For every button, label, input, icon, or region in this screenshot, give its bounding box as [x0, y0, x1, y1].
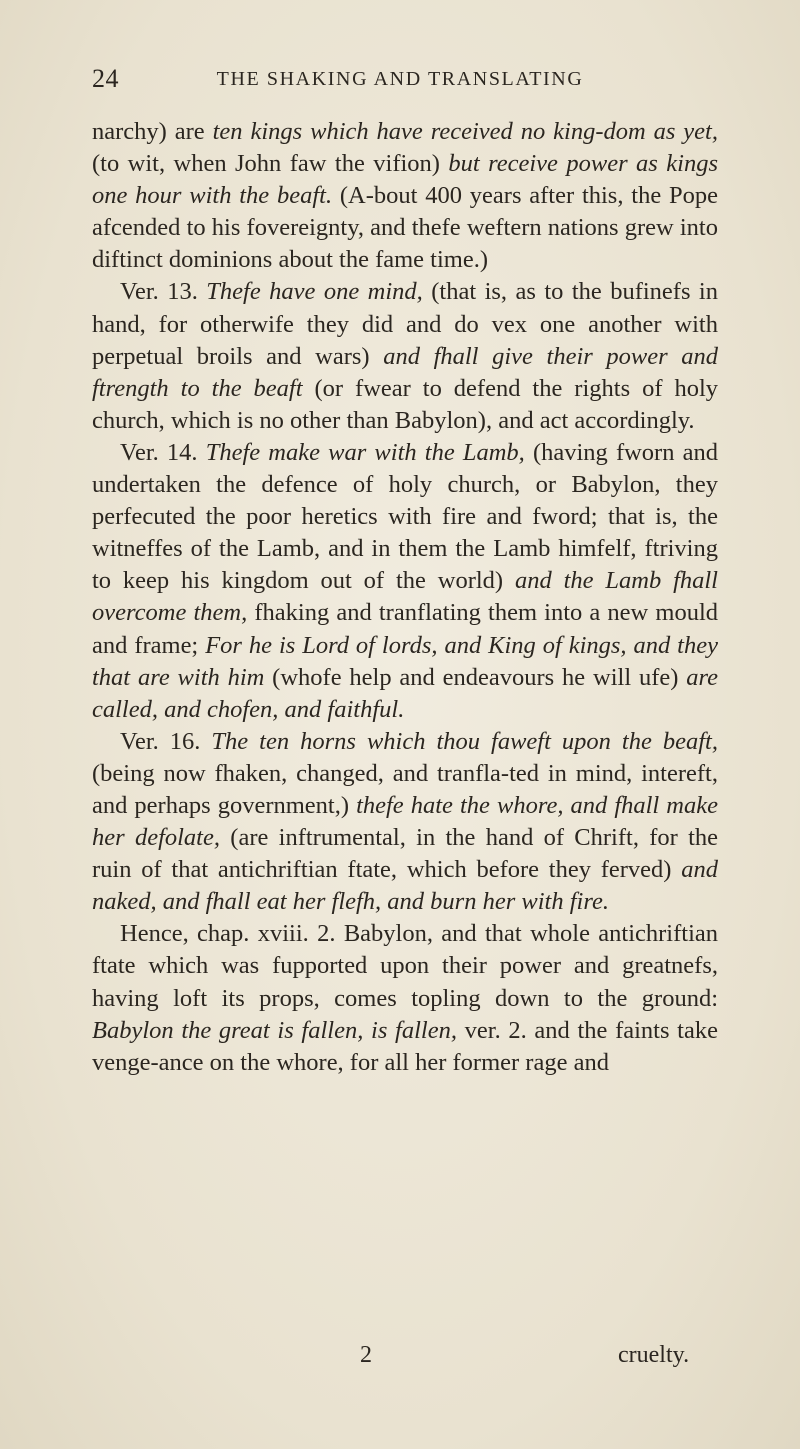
roman-text: Ver. 14. [120, 438, 206, 466]
italic-text: and naked, and fhall eat her flefh, and burn her with fire. [92, 856, 718, 916]
page-number: 24 [92, 64, 119, 93]
roman-text: (A-bout 400 years after this, the Pope afcended to his fovereignty, and thefe weftern nations grew into diftinct dominions about the fame time.) [92, 182, 718, 274]
italic-text: Thefe have one mind, [206, 278, 423, 306]
body-text [92, 116, 718, 1079]
italic-text: Babylon the great is fallen, is fallen, [92, 1016, 457, 1044]
italic-text: are called, and chofen, and faithful. [92, 663, 718, 723]
paragraph [92, 726, 718, 919]
roman-text: (that is, as to the bufinefs in hand, for otherwife they did and do vex one another with perpetual broils and wars) [92, 278, 718, 370]
italic-text: thefe hate the whore, and fhall make her defolate, [92, 791, 718, 852]
roman-text: Ver. 13. [120, 278, 207, 306]
italic-text: ten kings which have received no king-dom as yet, [212, 118, 718, 145]
page-footer [0, 1342, 800, 1378]
paragraph [92, 437, 718, 726]
italic-text: The ten horns which thou faweft upon the beaft, [211, 727, 718, 755]
italic-text: and the Lamb fhall overcome them, [92, 567, 718, 627]
roman-text: (whofe help and endeavours he will ufe) [264, 663, 687, 691]
roman-text: (having fworn and undertaken the defence of holy church, or Babylon, they perfecuted the poor heretics with fire and fword; that is, the witneffes of the Lamb, and in them the Lamb himfelf, ftriving to keep his kingdom out of the world) [92, 438, 718, 595]
italic-text: and fhall give their power and ftrength to the beaft [92, 342, 719, 402]
paragraph [92, 918, 718, 1078]
roman-text: (are inftrumental, in the hand of Chrift, for the ruin of that antichriftian ftate, which before they ferved) [92, 824, 719, 884]
running-head: THE SHAKING AND TRANSLATING [216, 68, 584, 90]
roman-text: Ver. 16. [120, 727, 212, 755]
italic-text: Thefe make war with the Lamb, [205, 438, 525, 466]
paragraph [92, 116, 718, 276]
italic-text: For he is Lord of lords, and King of kings, and they that are with him [92, 631, 718, 691]
page-header [0, 64, 800, 104]
italic-text: but receive power as kings one hour with the beaft. [92, 150, 718, 210]
roman-text: ver. 2. and the faints take venge-ance on the whore, for all her former rage and [92, 1016, 718, 1076]
roman-text: fhaking and tranflating them into a new mould and frame; [92, 599, 718, 659]
roman-text: (being now fhaken, changed, and tranfla-ted in mind, intereft, and perhaps government,) [92, 759, 718, 819]
roman-text: Hence, chap. xviii. 2. Babylon, and that whole antichriftian ftate which was fupported upon their power and greatnefs, having loft its props, comes topling down to the ground: [92, 920, 718, 1012]
paragraph [92, 276, 718, 436]
roman-text: narchy) are [92, 118, 213, 145]
roman-text: (or fwear to defend the rights of holy church, which is no other than Babylon), and act accordingly. [92, 374, 718, 434]
signature-mark: 2 [360, 1342, 372, 1368]
catchword: cruelty. [618, 1342, 690, 1368]
roman-text: (to wit, when John faw the vifion) [92, 150, 449, 178]
